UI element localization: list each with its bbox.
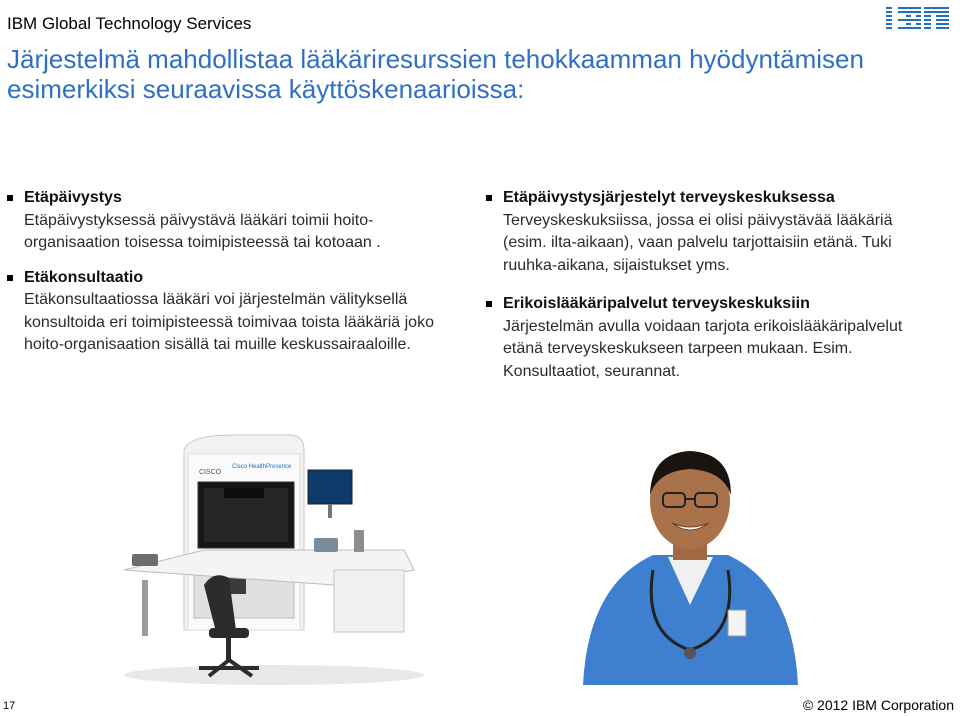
header-brand-text: IBM Global Technology Services [7,14,252,33]
station-brand-product: Cisco HealthPresence [232,464,292,470]
bullet-erikoislaakari [484,293,934,383]
bullet-title: Etäkonsultaatio [24,268,144,286]
bullet-title: Erikoislääkäripalvelut terveyskeskuksiin [503,295,810,312]
bullet-marker-icon [486,301,492,307]
doctor-photo-image [563,435,818,685]
bullet-etakonsultaatio [5,267,455,357]
bullet-marker-icon [7,275,13,281]
bullet-title: Etäpäivystysjärjestelyt terveyskeskuksessa [503,189,835,206]
bullet-text: Terveyskeskuksiissa, jossa ei olisi päivystävää lääkäriä (esim. ilta-aikaan), vaan palvelu tarjottaisiin etänä. Tuki ruuhka-aikana, sijaistukset yms. [503,211,893,274]
bullet-text: Etäpäivystyksessä päivystävä lääkäri toimii hoito-organisaation toisessa toimipisteessä tai kotoaan . [24,211,381,251]
slide-title: Järjestelmä mahdollistaa lääkäriresurssien tehokkaamman hyödyntämisen esimerkiksi seuraavissa käyttöskenaarioissa: [7,44,864,104]
bullet-etapaivystys [5,187,455,255]
station-brand-cisco: CISCO [199,469,222,476]
bullet-text: Järjestelmän avulla voidaan tarjota erikoislääkäripalvelut etänä terveyskeskukseen tarpeen mukaan. Esim. Konsultaatiot, seurannat. [503,317,903,380]
bullet-marker-icon [486,195,492,201]
page-number: 17 [3,700,16,712]
bullet-title: Etäpäivystys [24,189,122,206]
ibm-logo-icon [883,5,949,33]
copyright-text: © 2012 IBM Corporation [802,697,954,713]
bullet-terveyskeskus [484,187,934,277]
right-bullet-list [484,187,934,383]
bullet-text: Etäkonsultaatiossa lääkäri voi järjestelmän välityksellä konsultoida eri toimipisteessä toimivaa toista lääkäriä joko hoito-organisaation sisällä tai muille keskussairaaloille. [24,291,434,353]
telemedicine-station-image [104,430,434,690]
bullet-marker-icon [7,195,13,201]
left-bullet-list [5,187,455,357]
